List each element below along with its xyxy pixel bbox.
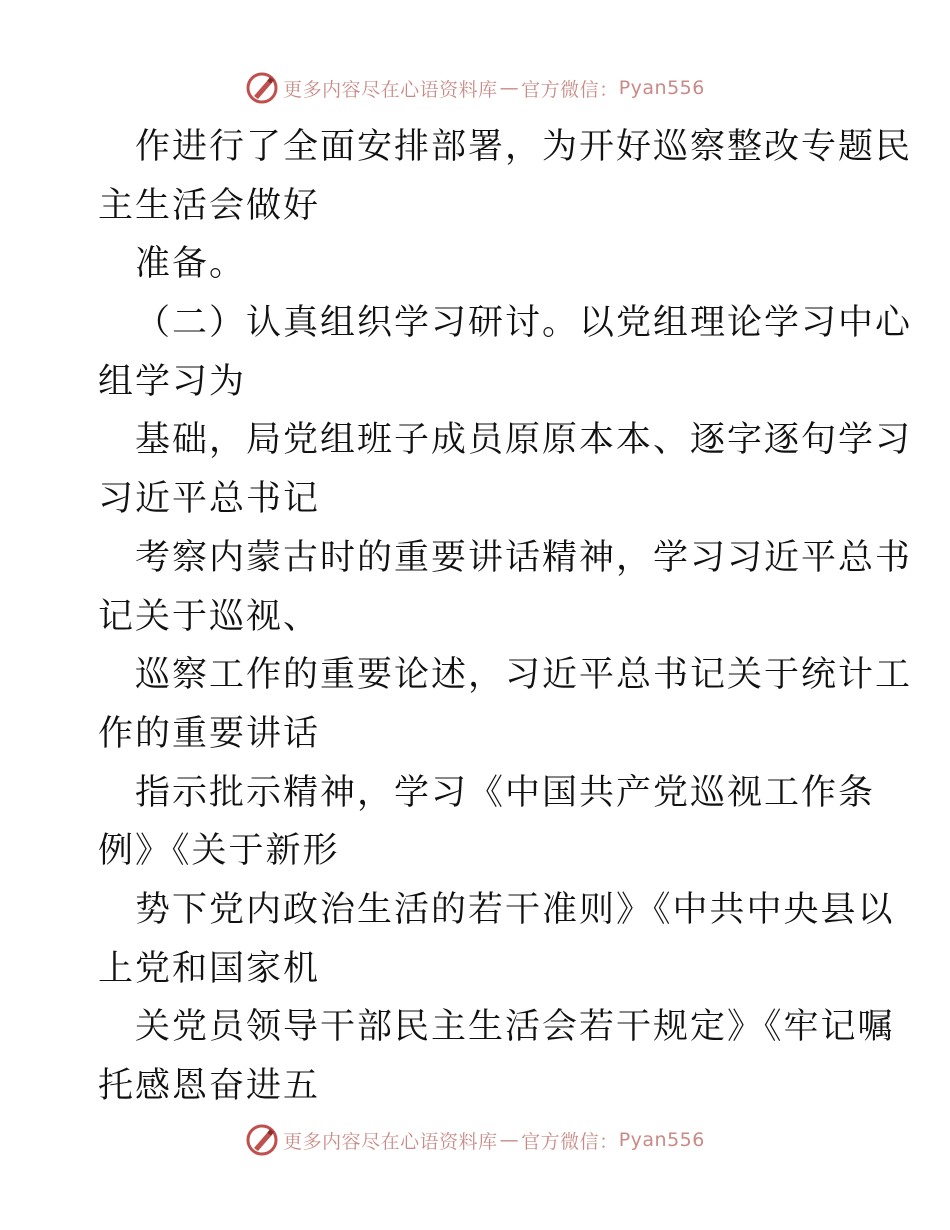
text-line: 主生活会做好 xyxy=(98,185,321,226)
text-line: 势下党内政治生活的若干准则》《中共中央县以 xyxy=(135,889,895,930)
watermark-separator: — xyxy=(499,1129,520,1151)
brush-pen-logo-icon xyxy=(245,71,279,105)
text-line: 组学习为 xyxy=(98,361,247,402)
text-line: 考察内蒙古时的重要讲话精神，学习习近平总书 xyxy=(135,537,913,578)
text-line: 关党员领导干部民主生活会若干规定》《牢记嘱 xyxy=(135,1007,895,1048)
watermark-wechat-id: Pyan556 xyxy=(618,77,705,99)
watermark-separator: — xyxy=(499,77,520,99)
text-line: 例》《关于新形 xyxy=(98,831,340,872)
text-line: 习近平总书记 xyxy=(98,479,321,520)
watermark-brand-text: 更多内容尽在心语资料库 xyxy=(283,1130,498,1153)
text-line: （二）认真组织学习研讨。以党组理论学习中心 xyxy=(135,303,913,344)
text-line: 记关于巡视、 xyxy=(98,596,321,637)
watermark-brand-text: 更多内容尽在心语资料库 xyxy=(283,78,498,101)
brush-pen-logo-icon xyxy=(245,1123,279,1157)
text-line: 指示批示精神，学习《中国共产党巡视工作条 xyxy=(135,772,876,813)
text-line: 作的重要讲话 xyxy=(98,713,321,754)
watermark-official-text: 官方微信： xyxy=(521,1130,619,1153)
text-line: 作进行了全面安排部署，为开好巡察整改专题民 xyxy=(135,127,913,167)
text-line: 巡察工作的重要论述，习近平总书记关于统计工 xyxy=(135,655,913,696)
text-line: 上党和国家机 xyxy=(98,948,321,989)
text-line: 托感恩奋进五 xyxy=(98,1066,321,1106)
watermark-wechat-id: Pyan556 xyxy=(618,1129,705,1151)
document-body xyxy=(98,118,913,1116)
text-line: 准备。 xyxy=(135,244,247,285)
watermark-footer xyxy=(0,1120,950,1160)
text-line: 基础，局党组班子成员原原本本、逐字逐句学习 xyxy=(135,420,913,461)
watermark-official-text: 官方微信： xyxy=(521,78,619,101)
watermark-header xyxy=(0,68,950,108)
